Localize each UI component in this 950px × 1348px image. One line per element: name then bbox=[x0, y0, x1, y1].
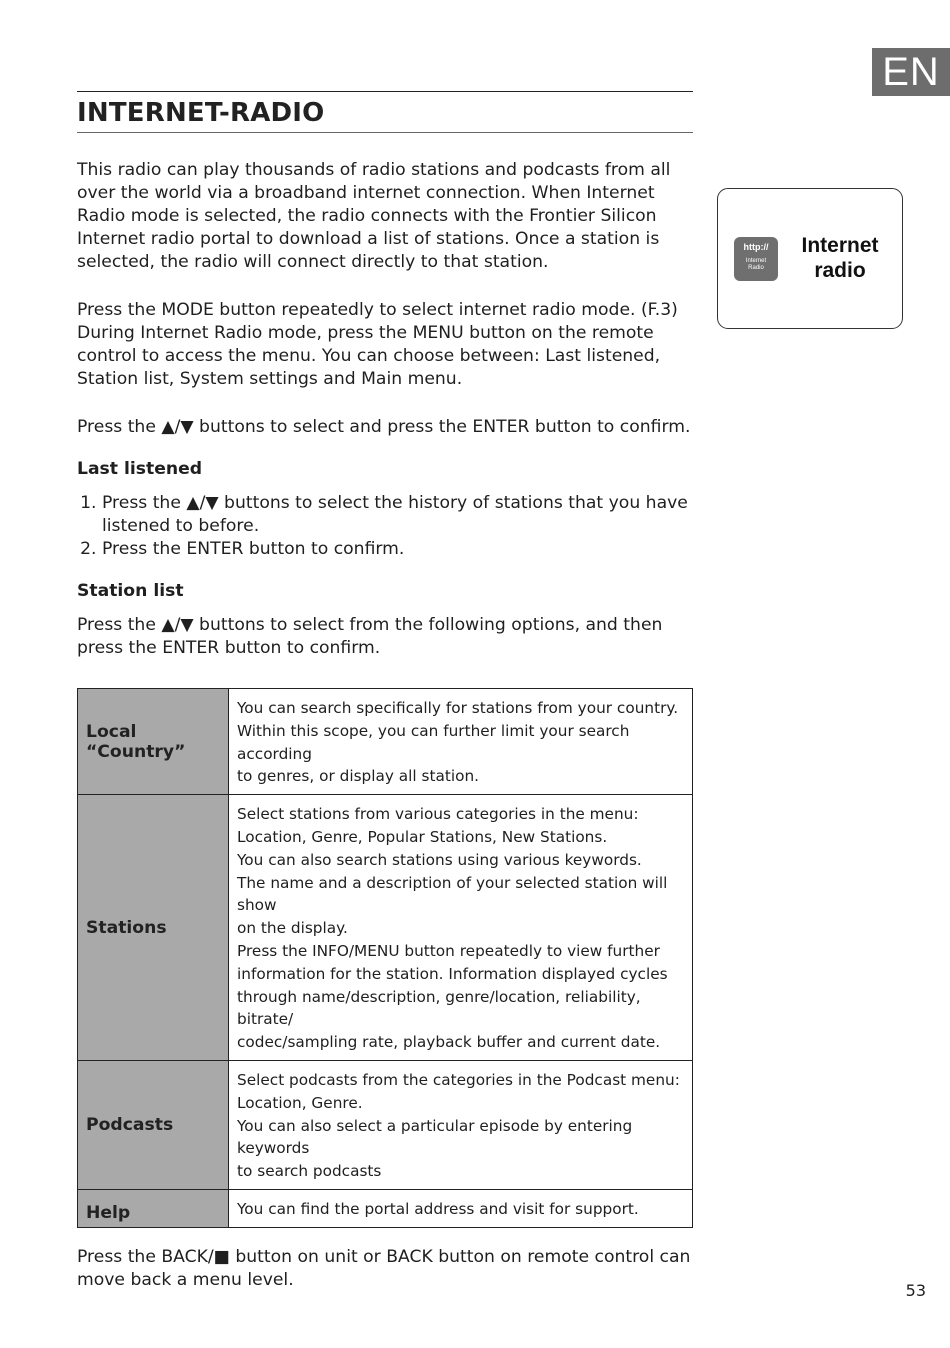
step-item: 2. Press the ENTER button to confirm. bbox=[102, 538, 693, 561]
option-description bbox=[229, 1060, 693, 1189]
description-line: to search podcasts bbox=[237, 1162, 382, 1181]
station-list-heading: Station list bbox=[77, 581, 184, 601]
table-row bbox=[78, 795, 693, 1061]
description-line: Location, Genre. bbox=[237, 1093, 363, 1112]
option-name: Podcasts bbox=[78, 1060, 229, 1189]
internet-radio-icon bbox=[734, 237, 778, 281]
description-line: through name/description, genre/location, reliability, bitrate/ bbox=[237, 987, 641, 1029]
description-line: Select podcasts from the categories in the Podcast menu: bbox=[237, 1070, 680, 1089]
description-line: to genres, or display all station. bbox=[237, 767, 480, 786]
option-description bbox=[229, 689, 693, 795]
last-listened-heading: Last listened bbox=[77, 459, 203, 479]
option-name: Local “Country” bbox=[78, 689, 229, 795]
main-content bbox=[77, 91, 693, 1292]
description-line: You can also search stations using various keywords. bbox=[237, 850, 642, 869]
step-item: 1. Press the ▲/▼ buttons to select the history of stations that you have listened to before. bbox=[102, 492, 693, 538]
description-line: information for the station. Information displayed cycles bbox=[237, 964, 668, 983]
options-table bbox=[77, 688, 693, 1228]
navigation-paragraph: Press the ▲/▼ buttons to select and press the ENTER button to confirm. bbox=[77, 417, 691, 437]
table-row bbox=[78, 1189, 693, 1227]
option-description bbox=[229, 1189, 693, 1227]
table-row bbox=[78, 1060, 693, 1189]
station-list-intro: Press the ▲/▼ buttons to select from the following options, and then press the ENTER button to confirm. bbox=[77, 615, 663, 658]
description-line: The name and a description of your selected station will show bbox=[237, 873, 668, 915]
description-line: You can search specifically for stations from your country. bbox=[237, 699, 679, 717]
description-line: Select stations from various categories in the menu: bbox=[237, 805, 639, 824]
page-number: 53 bbox=[905, 1281, 926, 1300]
description-line: on the display. bbox=[237, 919, 348, 938]
table-row bbox=[78, 689, 693, 795]
mode-label bbox=[790, 233, 890, 283]
description-line: codec/sampling rate, playback buffer and current date. bbox=[237, 1033, 661, 1052]
icon-url-text: http:// bbox=[743, 242, 769, 252]
closing-paragraph: Press the BACK/■ button on unit or BACK button on remote control can move back a menu level. bbox=[77, 1246, 691, 1290]
last-listened-steps bbox=[77, 492, 693, 561]
icon-small-text: Radio bbox=[748, 265, 764, 271]
description-line: Within this scope, you can further limit your search according bbox=[237, 721, 630, 763]
mode-label-line: Internet bbox=[801, 234, 879, 257]
description-line: Location, Genre, Popular Stations, New Stations. bbox=[237, 827, 608, 846]
page-title: INTERNET-RADIO bbox=[77, 92, 693, 133]
description-line: You can find the portal address and visit for support. bbox=[237, 1199, 639, 1218]
description-line: You can also select a particular episode by entering keywords bbox=[237, 1116, 633, 1158]
mode-paragraph: Press the MODE button repeatedly to select internet radio mode. (F.3) During Internet Radio mode, press the MENU button on the remote control to access the menu. You can choose between: Last listened, Station list, System settings and Main menu. bbox=[77, 300, 678, 389]
intro-paragraph: This radio can play thousands of radio stations and podcasts from all over the world via a broadband internet connection. When Internet Radio mode is selected, the radio connects with the Frontier Silicon Internet radio portal to download a list of stations. Once a station is selected, the radio will connect directly to that station. bbox=[77, 160, 671, 272]
description-line: Press the INFO/MENU button repeatedly to view further bbox=[237, 941, 660, 960]
mode-label-line: radio bbox=[814, 259, 866, 282]
option-name: Stations bbox=[78, 795, 229, 1061]
option-description bbox=[229, 795, 693, 1061]
language-tab: EN bbox=[872, 48, 950, 96]
mode-icon-box bbox=[717, 188, 903, 329]
icon-small-text: Internet bbox=[745, 258, 767, 264]
option-name: Help bbox=[78, 1189, 229, 1227]
